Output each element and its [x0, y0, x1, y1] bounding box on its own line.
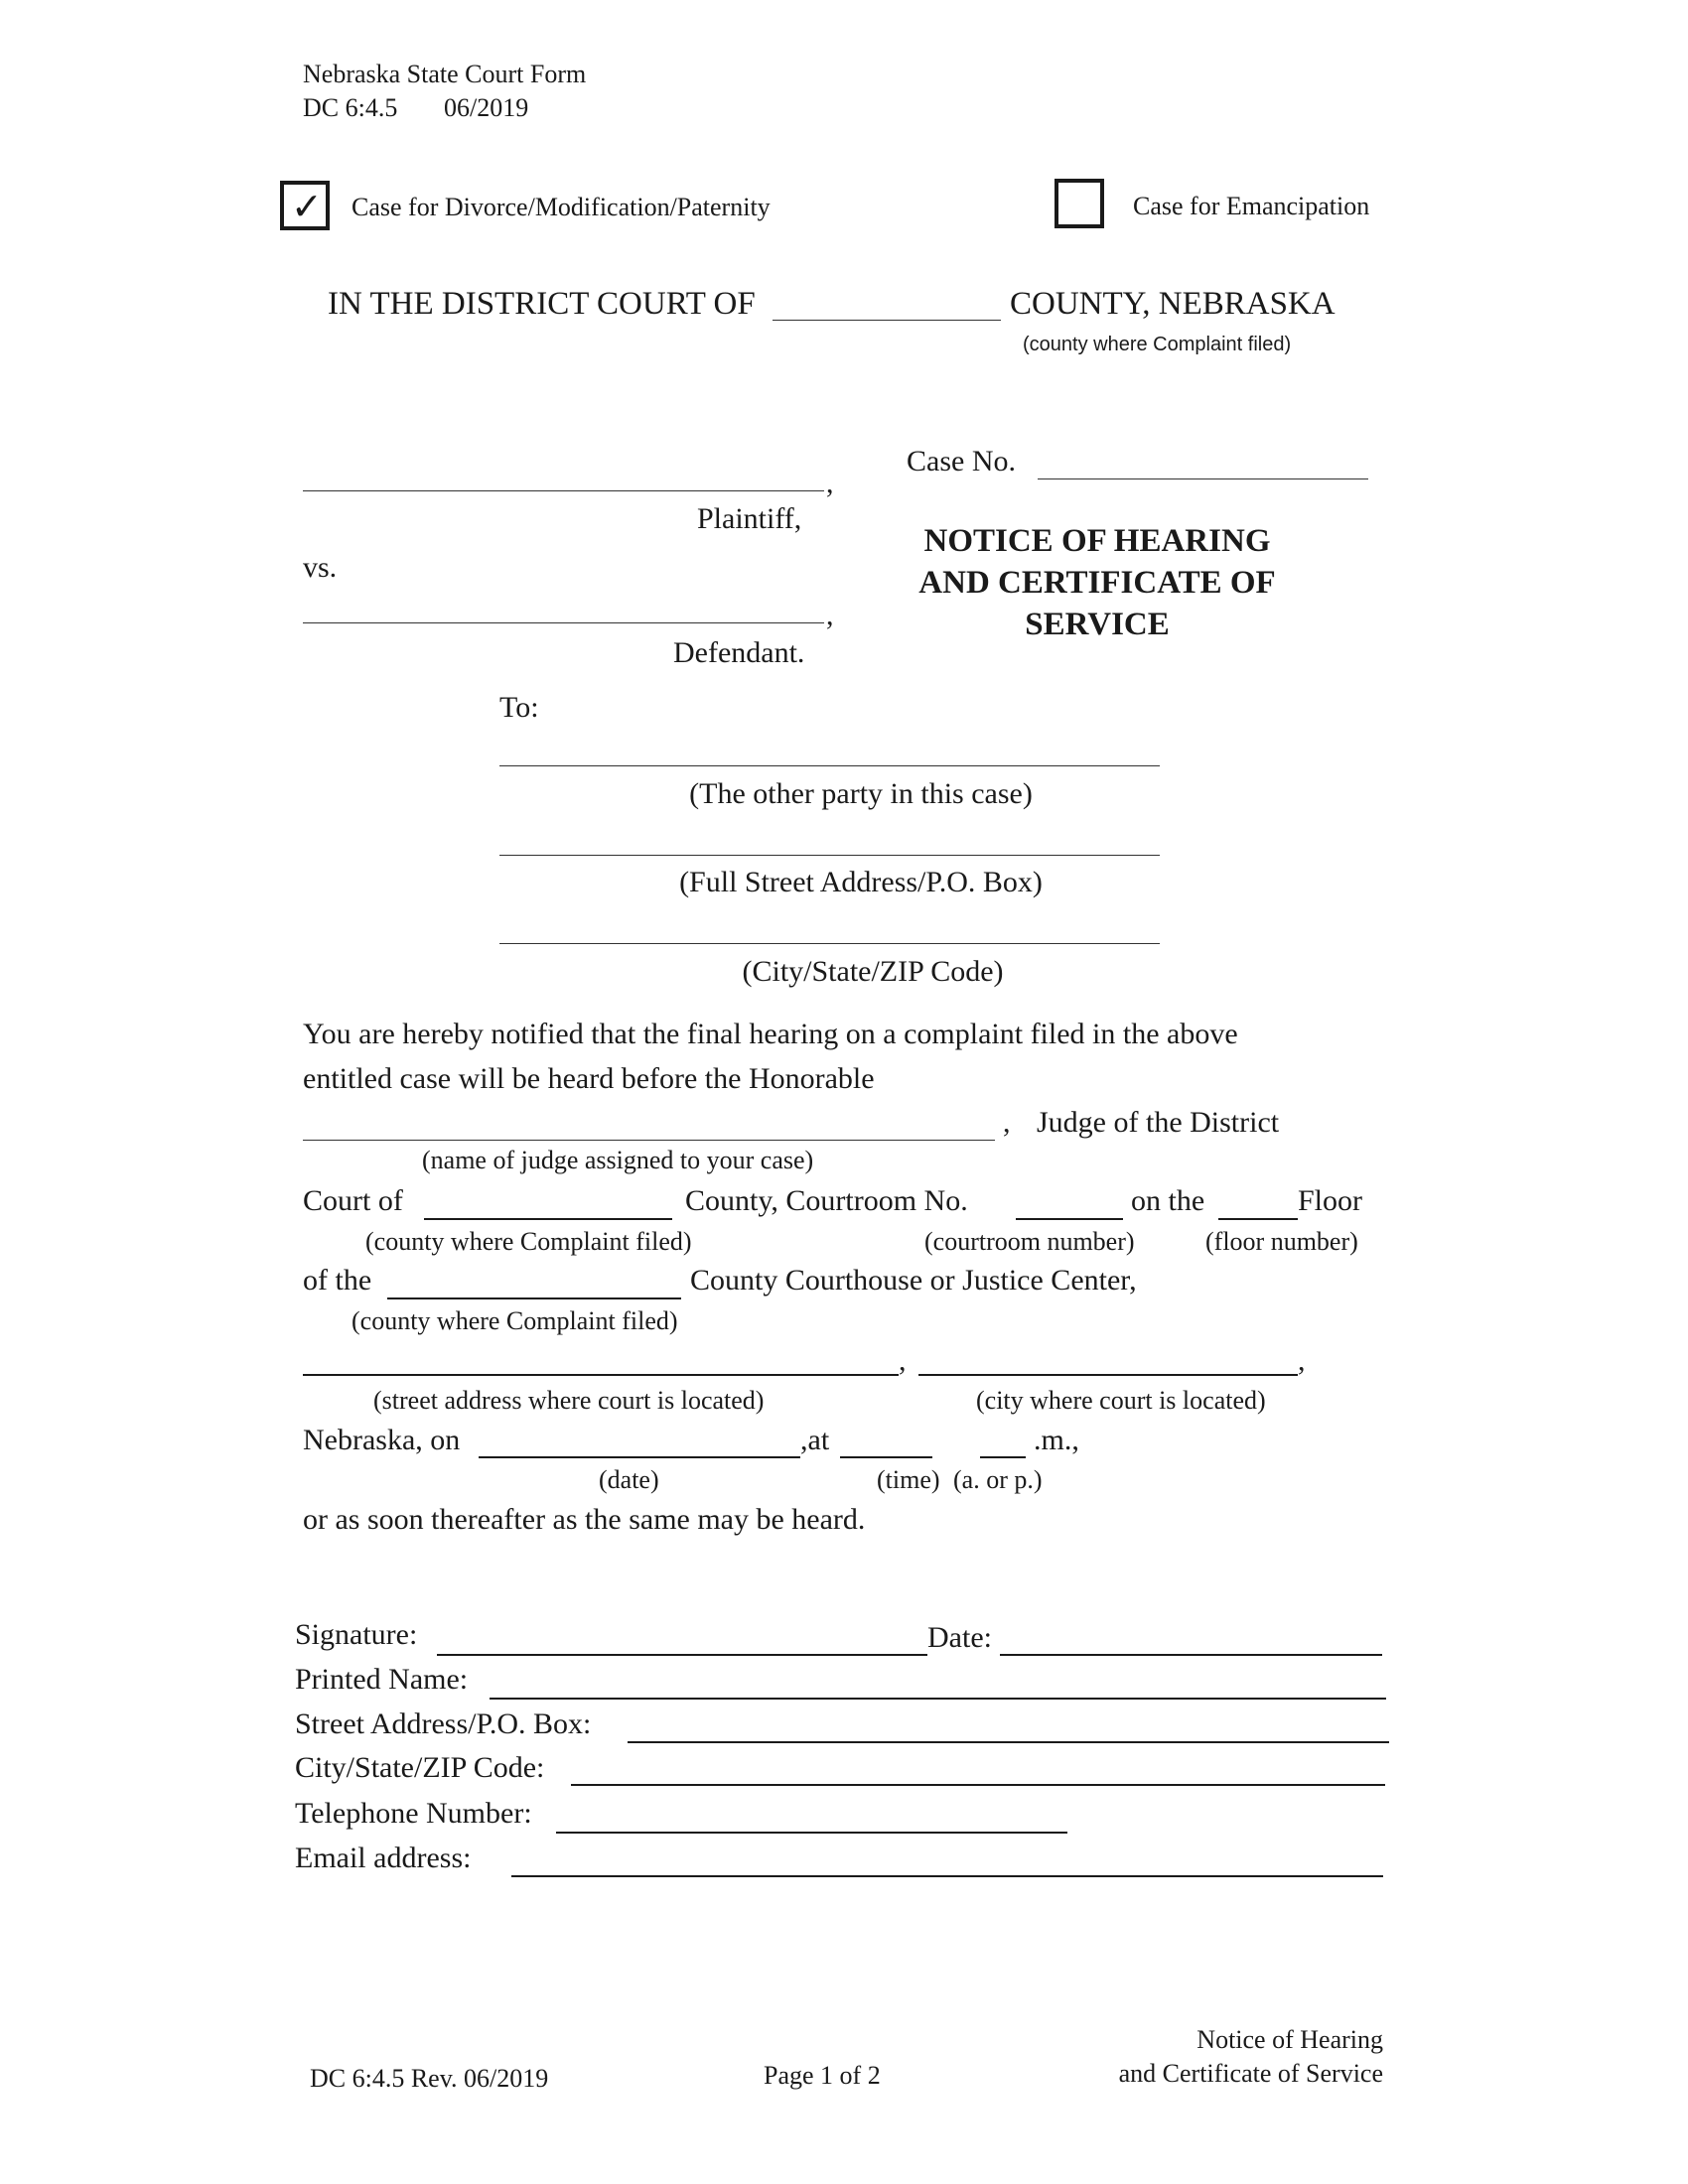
case-no-field[interactable] — [1038, 478, 1368, 479]
email-field[interactable] — [511, 1875, 1383, 1877]
judge-name-field[interactable] — [303, 1140, 995, 1141]
of-the-label: of the — [303, 1264, 372, 1297]
divorce-checkbox[interactable] — [280, 181, 330, 230]
document-title-line1: NOTICE OF HEARING — [923, 523, 1271, 559]
vs-label: vs. — [303, 551, 338, 584]
city-state-zip-label: City/State/ZIP Code: — [295, 1751, 545, 1784]
defendant-name-field[interactable] — [303, 622, 824, 623]
document-title-line3: SERVICE — [1025, 607, 1170, 642]
divorce-checkbox-label: Case for Divorce/Modification/Paternity — [352, 193, 771, 221]
am-pm-field[interactable] — [980, 1456, 1026, 1458]
courthouse-county-field[interactable] — [387, 1297, 681, 1299]
m-label: .m., — [1034, 1424, 1079, 1456]
printed-name-field[interactable] — [490, 1698, 1386, 1700]
floor-number-field[interactable] — [1218, 1218, 1298, 1220]
judge-comma: , — [1003, 1106, 1011, 1139]
telephone-field[interactable] — [556, 1832, 1067, 1834]
ap-hint: (a. or p.) — [953, 1465, 1043, 1494]
other-party-city-hint: (City/State/ZIP Code) — [742, 955, 1004, 988]
court-county-hint: (county where Complaint filed) — [1023, 334, 1292, 355]
court-city-field[interactable] — [918, 1374, 1298, 1376]
time-hint: (time) — [877, 1465, 940, 1494]
floor-hint: (floor number) — [1205, 1227, 1358, 1256]
document-title-line2: AND CERTIFICATE OF — [918, 565, 1276, 601]
on-the-label: on the — [1131, 1184, 1205, 1217]
emancipation-checkbox[interactable] — [1055, 179, 1104, 228]
form-source: Nebraska State Court Form — [303, 60, 587, 88]
at-label: ,at — [800, 1424, 830, 1456]
plaintiff-comma: , — [826, 467, 834, 499]
street-address-field[interactable] — [628, 1741, 1389, 1743]
judge-hint: (name of judge assigned to your case) — [422, 1146, 814, 1174]
courtroom-number-field[interactable] — [1016, 1218, 1123, 1220]
printed-name-label: Printed Name: — [295, 1663, 469, 1696]
street-hint: (street address where court is located) — [373, 1386, 765, 1415]
footer-title-line1: Notice of Hearing — [1196, 2025, 1383, 2054]
judge-suffix: Judge of the District — [1037, 1106, 1280, 1139]
other-party-city-field[interactable] — [499, 943, 1160, 944]
court-of-label: Court of — [303, 1184, 403, 1217]
signature-field[interactable] — [437, 1654, 927, 1656]
checkmark-icon: ✓ — [291, 187, 323, 228]
city-comma: , — [1298, 1344, 1306, 1377]
emancipation-checkbox-label: Case for Emancipation — [1133, 192, 1370, 220]
notice-line1: You are hereby notified that the final hearing on a complaint filed in the above — [303, 1018, 1238, 1050]
nebraska-on-label: Nebraska, on — [303, 1424, 461, 1456]
hearing-time-field[interactable] — [840, 1456, 932, 1458]
county-courtroom-label: County, Courtroom No. — [685, 1184, 968, 1217]
footer-page-number: Page 1 of 2 — [764, 2061, 881, 2090]
telephone-label: Telephone Number: — [295, 1797, 532, 1830]
defendant-comma: , — [826, 599, 834, 631]
courtroom-hint: (courtroom number) — [924, 1227, 1135, 1256]
footer-title-line2: and Certificate of Service — [1118, 2059, 1383, 2088]
notice-closing: or as soon thereafter as the same may be heard. — [303, 1503, 866, 1536]
other-party-address-field[interactable] — [499, 855, 1160, 856]
other-party-address-hint: (Full Street Address/P.O. Box) — [679, 866, 1043, 898]
court-street-field[interactable] — [303, 1374, 899, 1376]
plaintiff-name-field[interactable] — [303, 490, 824, 491]
court-county-field[interactable] — [773, 320, 1001, 321]
courthouse-label: County Courthouse or Justice Center, — [690, 1264, 1137, 1297]
city-hint: (city where court is located) — [976, 1386, 1266, 1415]
signature-label: Signature: — [295, 1618, 418, 1651]
court-heading-prefix: IN THE DISTRICT COURT OF — [328, 286, 756, 322]
city-state-zip-field[interactable] — [571, 1784, 1385, 1786]
floor-label: Floor — [1298, 1184, 1363, 1217]
date-label: Date: — [927, 1621, 992, 1654]
to-label: To: — [499, 691, 539, 724]
notice-line2: entitled case will be heard before the Honorable — [303, 1062, 875, 1095]
hearing-county-hint: (county where Complaint filed) — [365, 1227, 692, 1256]
footer-code: DC 6:4.5 Rev. 06/2019 — [310, 2064, 549, 2093]
email-label: Email address: — [295, 1842, 472, 1874]
date-hint: (date) — [599, 1465, 659, 1494]
courthouse-county-hint: (county where Complaint filed) — [352, 1306, 678, 1335]
form-code: DC 6:4.5 — [303, 93, 398, 122]
plaintiff-label: Plaintiff, — [697, 502, 802, 535]
street-comma: , — [899, 1344, 907, 1377]
date-field[interactable] — [1000, 1654, 1382, 1656]
court-heading-suffix: COUNTY, NEBRASKA — [1010, 286, 1336, 322]
other-party-field[interactable] — [499, 765, 1160, 766]
case-no-label: Case No. — [907, 445, 1016, 478]
hearing-county-field[interactable] — [424, 1218, 672, 1220]
street-address-label: Street Address/P.O. Box: — [295, 1707, 592, 1740]
form-date: 06/2019 — [444, 93, 529, 122]
hearing-date-field[interactable] — [479, 1456, 800, 1458]
defendant-label: Defendant. — [673, 636, 805, 669]
other-party-hint: (The other party in this case) — [689, 777, 1033, 810]
